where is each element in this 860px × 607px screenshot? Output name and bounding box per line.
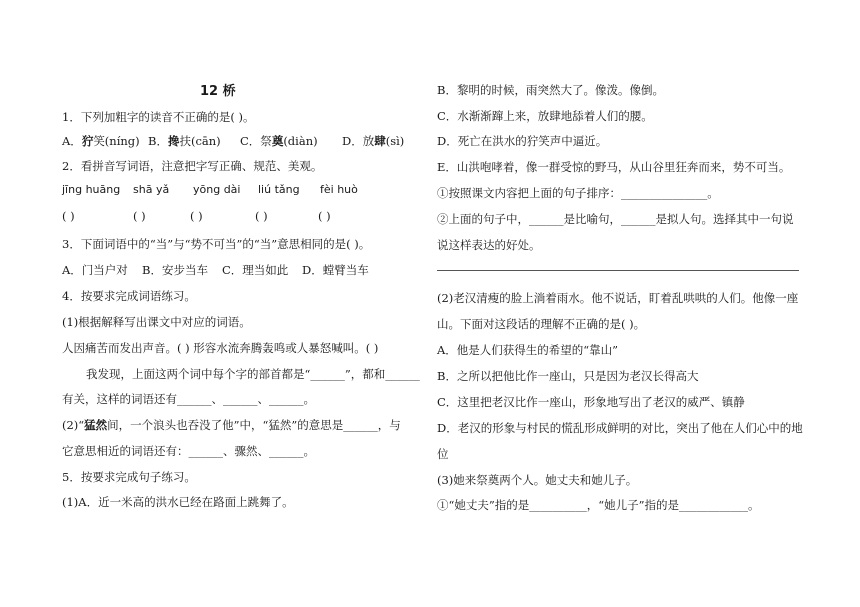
q5-sentence-a: (1)A．近一米高的洪水已经在路面上跳舞了。 xyxy=(62,495,294,509)
q4-sub1: (1)根据解释写出课文中对应的词语。 xyxy=(62,315,251,329)
q5-2-option-a: A．他是人们获得生的希望的“靠山” xyxy=(437,343,619,357)
answer-blank-1[interactable]: ( ) xyxy=(62,209,75,223)
q4-discover-line1: 我发现，上面这两个词中每个字的部首都是“______”，都和______ xyxy=(86,367,420,381)
answer-blank-4[interactable]: ( ) xyxy=(255,209,268,223)
q1-option-b: B．搀扶(cān) xyxy=(148,134,221,148)
q1-option-a: A．狞笑(níng) xyxy=(62,134,140,148)
pinyin-5: fèi huò xyxy=(320,183,358,196)
answer-blank-5[interactable]: ( ) xyxy=(318,209,331,223)
q4-definitions: 人因痛苦而发出声音。( ) 形容水流奔腾轰鸣或人暴怒喊叫。( ) xyxy=(62,341,379,355)
q5-2-option-c: C．这里把老汉比作一座山，形象地写出了老汉的威严、镇静 xyxy=(437,395,745,409)
q3-option-a: A．门当户对 xyxy=(62,263,128,277)
pinyin-2: shā yǎ xyxy=(133,183,170,196)
pinyin-1: jīng huāng xyxy=(62,183,121,196)
q4-discover-line2: 有关，这样的词语还有______、______、______。 xyxy=(62,392,315,406)
q5-sentence-e: E．山洪咆哮着，像一群受惊的野马，从山谷里狂奔而来，势不可当。 xyxy=(437,160,791,174)
q3-option-d: D．螳臂当车 xyxy=(302,263,369,277)
q1-option-d: D．放肆(sì) xyxy=(342,134,405,148)
answer-blank-2[interactable]: ( ) xyxy=(133,209,146,223)
q4-sub2-line1: (2)“猛然间，一个浪头也吞没了他”中，“猛然”的意思是______，与 xyxy=(62,418,401,432)
answer-line[interactable] xyxy=(437,270,799,271)
q5-2-option-b: B．之所以把他比作一座山，只是因为老汉长得高大 xyxy=(437,369,699,383)
q1-option-c: C．祭奠(diàn) xyxy=(240,134,318,148)
q4-sub2-line2: 它意思相近的词语还有：______、骤然、______。 xyxy=(62,444,315,458)
q3-stem: 3．下面词语中的“当”与“势不可当”的“当”意思相同的是( )。 xyxy=(62,237,371,251)
q2-stem: 2．看拼音写词语，注意把字写正确、规范、美观。 xyxy=(62,159,323,173)
q5-2-line1: (2)老汉清瘦的脸上淌着雨水。他不说话，盯着乱哄哄的人们。他像一座 xyxy=(437,291,799,305)
q5-analysis-line2: 说这样表达的好处。 xyxy=(437,238,541,252)
q5-sentence-c: C．水渐渐蹿上来，放肆地舔着人们的腰。 xyxy=(437,109,653,123)
pinyin-4: liú tǎng xyxy=(258,183,300,196)
page-title: 12 桥 xyxy=(200,84,236,99)
q5-sentence-b: B．黎明的时候，雨突然大了。像泼。像倒。 xyxy=(437,83,664,97)
pinyin-3: yōng dài xyxy=(193,183,241,196)
answer-blank-3[interactable]: ( ) xyxy=(190,209,203,223)
q3-option-c: C．理当如此 xyxy=(222,263,289,277)
q5-2-line2: 山。下面对这段话的理解不正确的是( )。 xyxy=(437,317,646,331)
q5-3-fill: ①“她丈夫”指的是__________，“她儿子”指的是____________。 xyxy=(437,498,760,512)
q5-2-option-d-line1: D．老汉的形象与村民的慌乱形成鲜明的对比，突出了他在人们心中的地 xyxy=(437,421,803,435)
q5-order-prompt: ①按照课文内容把上面的句子排序：_______________。 xyxy=(437,186,719,200)
q5-2-option-d-line2: 位 xyxy=(437,447,449,461)
q4-stem: 4．按要求完成词语练习。 xyxy=(62,289,196,303)
q5-3-line: (3)她来祭奠两个人。她丈夫和她儿子。 xyxy=(437,473,638,487)
q5-sentence-d: D．死亡在洪水的狞笑声中逼近。 xyxy=(437,134,608,148)
q1-stem: 1．下列加粗字的读音不正确的是( )。 xyxy=(62,110,255,124)
q5-analysis-line1: ②上面的句子中，______是比喻句，______是拟人句。选择其中一句说 xyxy=(437,212,794,226)
q5-stem: 5．按要求完成句子练习。 xyxy=(62,470,196,484)
q3-option-b: B．安步当车 xyxy=(142,263,208,277)
